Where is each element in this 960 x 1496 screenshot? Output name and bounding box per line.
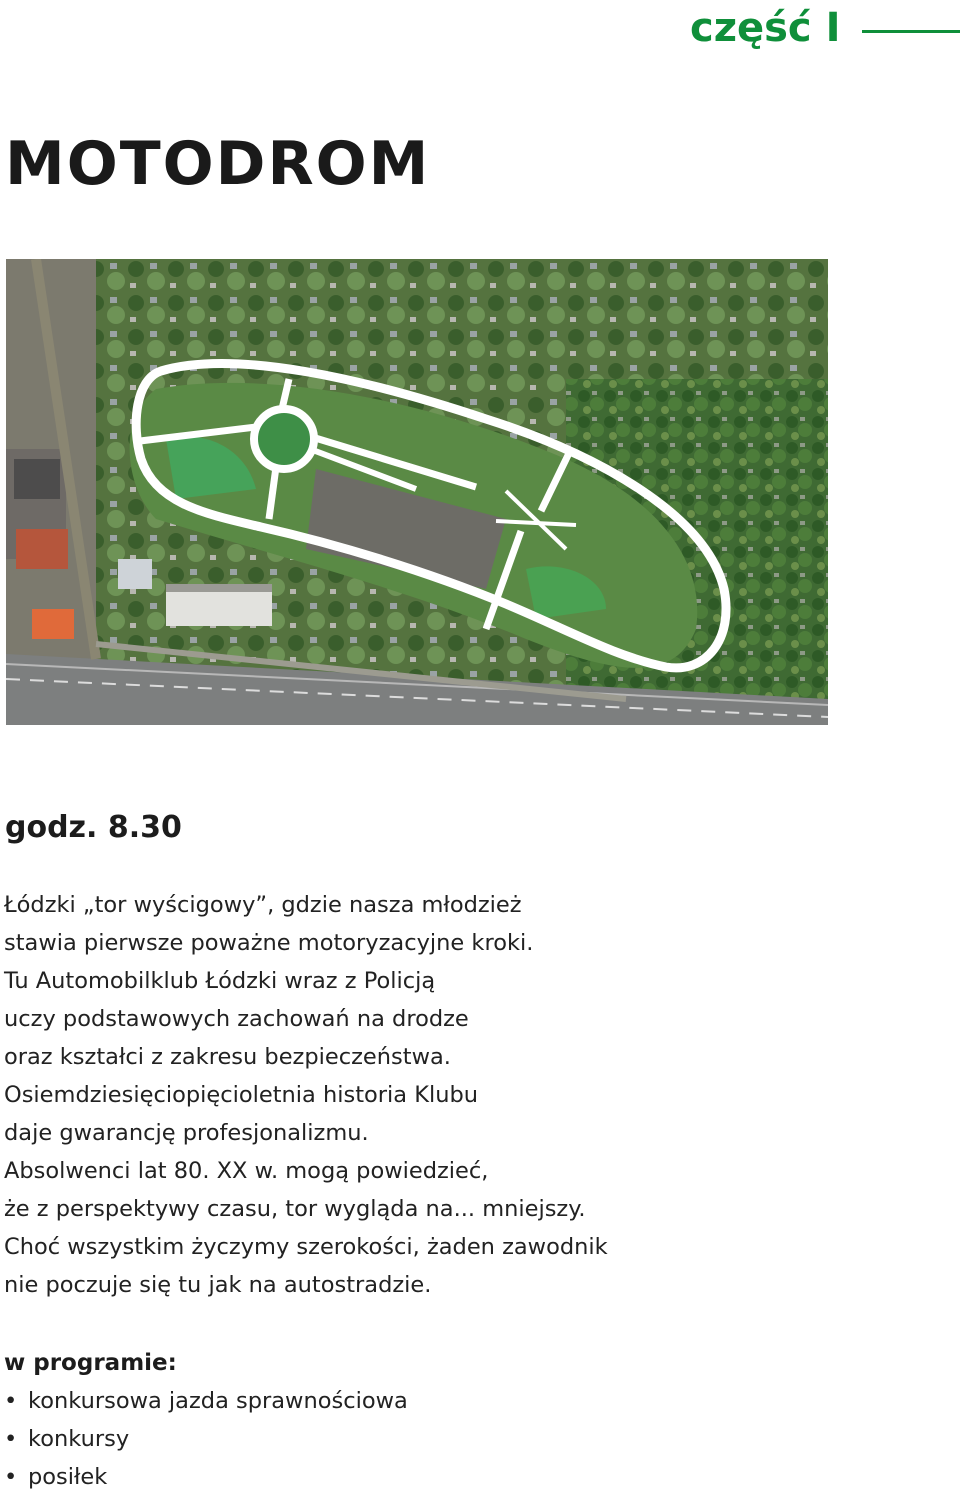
description-line: Łódzki „tor wyścigowy”, gdzie nasza młodzież [4,892,522,918]
description-line: Choć wszystkim życzymy szerokości, żaden zawodnik [4,1234,608,1260]
description-line: Absolwenci lat 80. XX w. mogą powiedzieć, [4,1158,489,1184]
description [4,886,704,1304]
list-item [4,1420,408,1458]
description-line: że z perspektywy czasu, tor wygląda na... mniejszy. [4,1196,586,1222]
program-title: w programie: [4,1350,177,1376]
event-time: godz. 8.30 [5,810,182,845]
description-line: Tu Automobilklub Łódzki wraz z Policją [4,968,436,994]
description-line: stawia pierwsze poważne motoryzacyjne kroki. [4,930,534,956]
list-item [4,1458,408,1496]
program-list [4,1382,408,1496]
list-item-label: posiłek [28,1464,108,1490]
description-line: Osiemdziesięciopięcioletnia historia Klubu [4,1082,479,1108]
description-line: oraz kształci z zakresu bezpieczeństwa. [4,1044,451,1070]
aerial-map-image [6,259,828,725]
part-label: część I [690,5,841,51]
page-title: MOTODROM [5,129,431,199]
description-line: uczy podstawowych zachowań na drodze [4,1006,469,1032]
description-line: nie poczuje się tu jak na autostradzie. [4,1272,432,1298]
header-rule [862,30,960,33]
bullet-icon: • [4,1426,18,1452]
list-item-label: konkursy [28,1426,130,1452]
bullet-icon: • [4,1388,18,1414]
list-item [4,1382,408,1420]
list-item-label: konkursowa jazda sprawnościowa [28,1388,408,1414]
description-line: daje gwarancję profesjonalizmu. [4,1120,369,1146]
bullet-icon: • [4,1464,18,1490]
